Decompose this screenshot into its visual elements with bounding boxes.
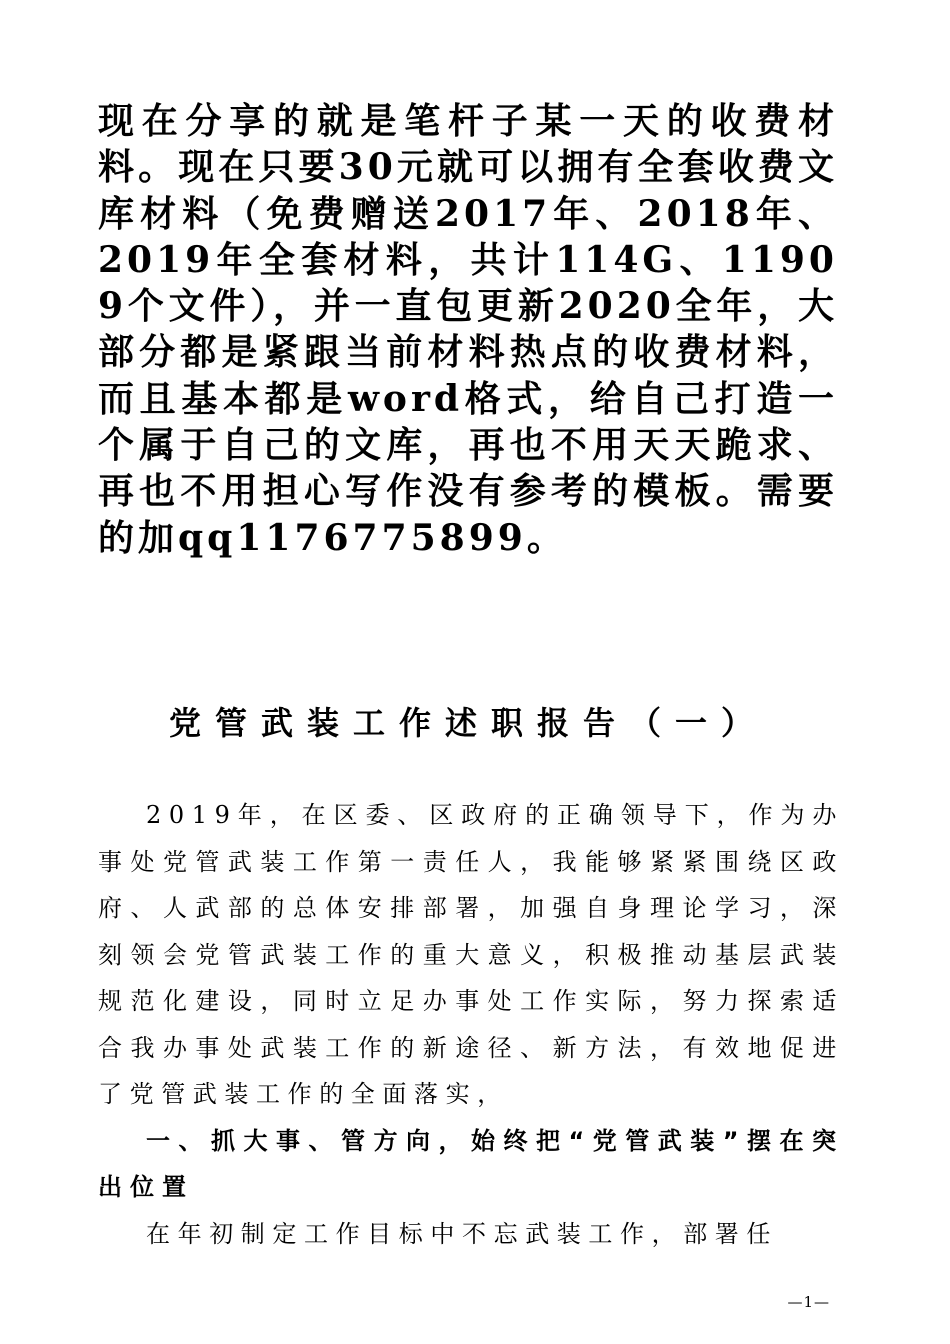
document-body — [98, 792, 844, 1257]
document-title: 党管武装工作述职报告（一） — [168, 704, 767, 742]
section-paragraph: 在年初制定工作目标中不忘武装工作，部署任 — [146, 1219, 778, 1248]
page-number: —1— — [787, 1293, 830, 1311]
section-heading: 一、抓大事、管方向，始终把“党管武装”摆在突出位置 — [98, 1126, 844, 1201]
promo-paragraph: 现在分享的就是笔杆子某一天的收费材料。现在只要30元就可以拥有全套收费文库材料（免费赠送2017年、2018年、2019年全套材料，共计114G、11909个文件），并一直包更新2020全年，大部分都是紧跟当前材料热点的收费材料，而且基本都是word格式，给自己打造一个属于自己的文库，再也不用天天跪求、再也不用担心写作没有参考的模板。需要的加qq1176775899。 — [98, 100, 838, 559]
intro-paragraph: 2019年，在区委、区政府的正确领导下，作为办事处党管武装工作第一责任人，我能够紧紧围绕区政府、人武部的总体安排部署，加强自身理论学习，深刻领会党管武装工作的重大意义，积极推动基层武装规范化建设，同时立足办事处工作实际，努力探索适合我办事处武装工作的新途径、新方法，有效地促进了党管武装工作的全面落实， — [98, 801, 844, 1108]
